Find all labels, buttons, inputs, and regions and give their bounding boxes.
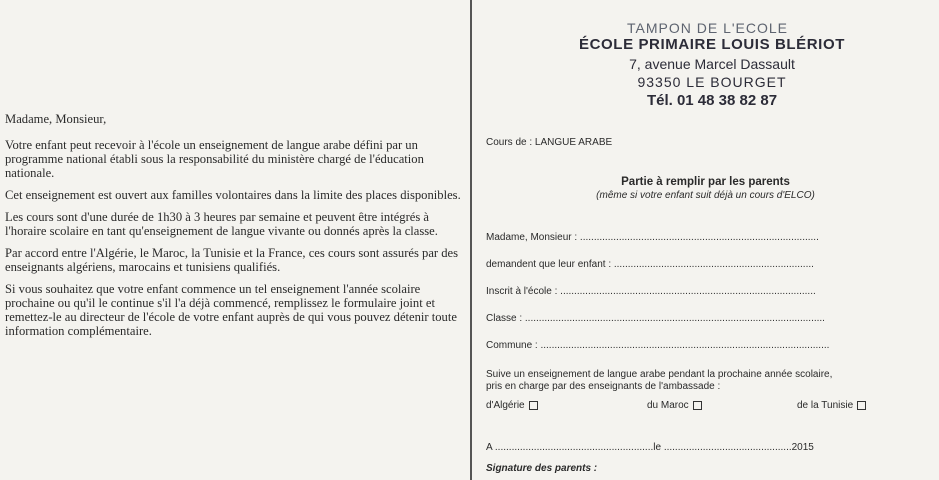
- letter-paragraph: Les cours sont d'une durée de 1h30 à 3 heures par semaine et peuvent être intégrés à l'horaire scolaire en tant qu'enseignement de langue vivante ou donnés après la classe.: [5, 210, 438, 238]
- letter-paragraph: Votre enfant peut recevoir à l'école un enseignement de langue arabe défini par un programme national établi sous la responsabilité du ministère chargé de l'éducation nationale.: [5, 138, 424, 180]
- choice-tunisia-label: de la Tunisie: [797, 400, 854, 411]
- school-field[interactable]: Inscrit à l'école : ............................................................................................: [486, 286, 816, 297]
- date-place-field[interactable]: A .........................................................le ..............................................2015: [486, 442, 814, 453]
- choice-algeria[interactable]: [486, 400, 538, 411]
- checkbox-icon[interactable]: [857, 401, 866, 410]
- child-name-field[interactable]: demandent que leur enfant : ........................................................................: [486, 259, 814, 270]
- letter-greeting: Madame, Monsieur,: [5, 112, 107, 126]
- signature-label: Signature des parents :: [486, 463, 598, 474]
- commune-field[interactable]: Commune : ........................................................................................................: [486, 340, 830, 351]
- stamp-school-name: ÉCOLE PRIMAIRE LOUIS BLÉRIOT: [579, 36, 845, 53]
- choice-algeria-label: d'Algérie: [486, 400, 525, 411]
- course-label: Cours de : LANGUE ARABE: [486, 137, 613, 148]
- statement-line-1: Suive un enseignement de langue arabe pendant la prochaine année scolaire,: [486, 369, 833, 380]
- choice-morocco[interactable]: [647, 400, 702, 411]
- statement-line-2: pris en charge par des enseignants de l'ambassade :: [486, 381, 721, 392]
- letter-paragraph: Si vous souhaitez que votre enfant commence un tel enseignement l'année scolaire prochaine ou qu'il le continue s'il l'a déjà commencé, remplissez le formulaire joint et remettez-le au directeur de l'école de votre enfant auprès de qui vous pouvez détenir toute information complémentaire.: [5, 282, 457, 338]
- checkbox-icon[interactable]: [693, 401, 702, 410]
- checkbox-icon[interactable]: [529, 401, 538, 410]
- stamp-city: 93350 LE BOURGET: [637, 74, 787, 90]
- form-title: Partie à remplir par les parents: [621, 176, 790, 188]
- letter-paragraph: Cet enseignement est ouvert aux familles volontaires dans la limite des places disponibles.: [5, 188, 461, 202]
- class-field[interactable]: Classe : ............................................................................................................: [486, 313, 825, 324]
- letter-paragraph: Par accord entre l'Algérie, le Maroc, la Tunisie et la France, ces cours sont assurés par des enseignants algériens, marocains et tunisiens qualifiés.: [5, 246, 459, 274]
- form-subtitle: (même si votre enfant suit déjà un cours d'ELCO): [596, 190, 815, 201]
- registration-form: [472, 0, 939, 480]
- choice-morocco-label: du Maroc: [647, 400, 689, 411]
- stamp-title: TAMPON DE L'ECOLE: [627, 20, 788, 36]
- choice-tunisia[interactable]: [797, 400, 866, 411]
- stamp-phone: Tél. 01 48 38 82 87: [646, 92, 778, 109]
- letter-body: [5, 112, 465, 346]
- parents-name-field[interactable]: Madame, Monsieur : ......................................................................................: [486, 232, 819, 243]
- stamp-address: 7, avenue Marcel Dassault: [629, 56, 795, 72]
